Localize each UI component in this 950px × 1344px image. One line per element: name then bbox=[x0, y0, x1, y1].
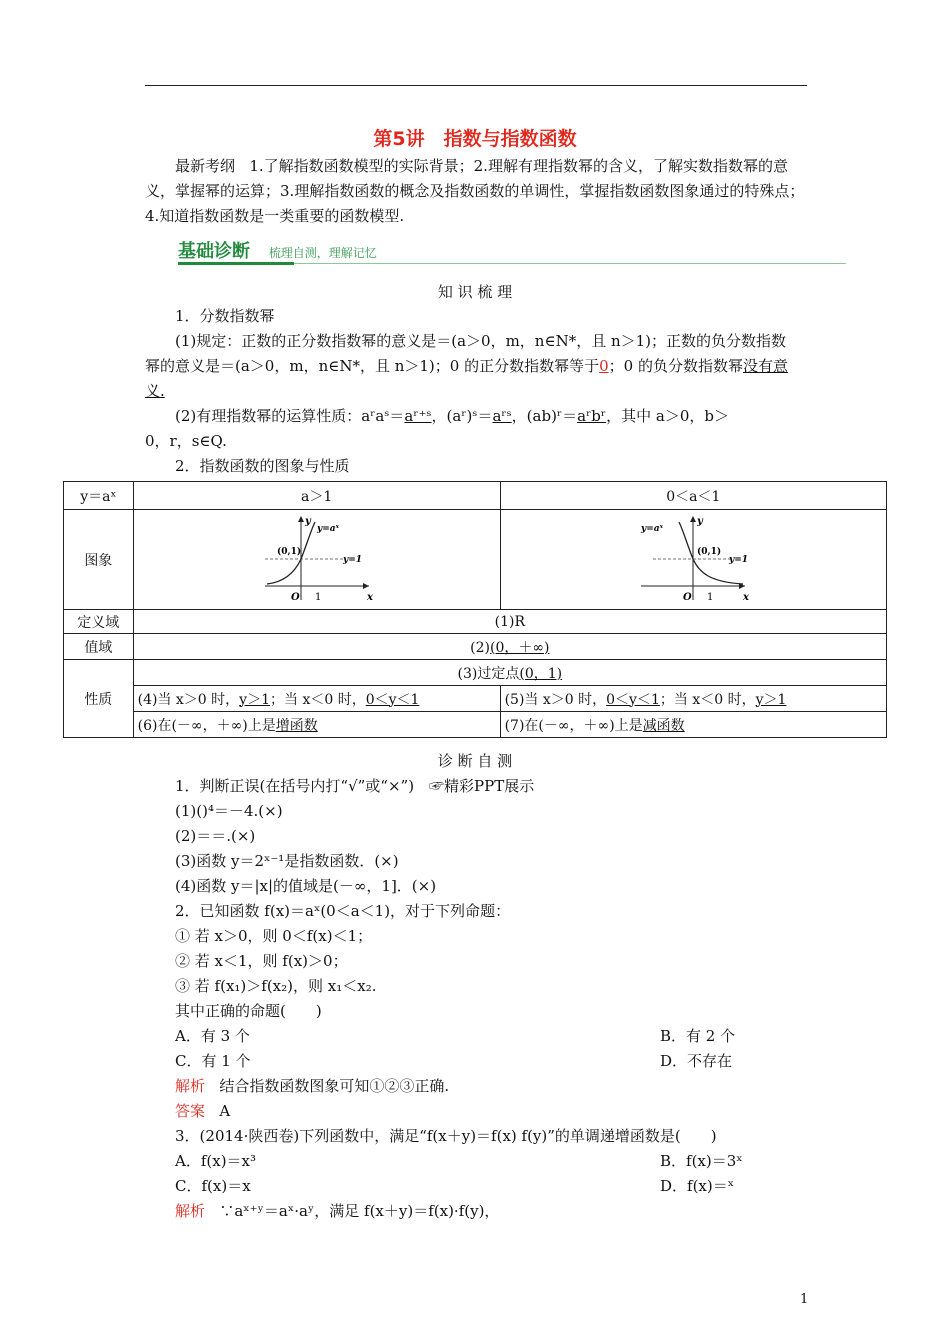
q1-item3: (3)函数 y＝2ˣ⁻¹是指数函数．(×) bbox=[175, 852, 399, 870]
self-test-heading: 诊 断 自 测 bbox=[437, 752, 513, 770]
section-title: 基础诊断 bbox=[178, 241, 250, 262]
section-header bbox=[178, 237, 377, 263]
prop5-a: (5)当 x＞0 时， bbox=[504, 691, 607, 708]
op1-answer: aʳ⁺ˢ bbox=[404, 407, 432, 425]
item1-ops-cont: 0，r，s∈Q. bbox=[145, 432, 227, 450]
item1-heading: 1．分数指数幂 bbox=[175, 307, 275, 325]
prop6-cell bbox=[133, 712, 500, 738]
op3: ，(ab)ʳ＝ bbox=[511, 407, 578, 425]
answer-undefined: 没有意 bbox=[742, 357, 788, 375]
domain-value: (1)R bbox=[133, 610, 886, 634]
range-cell bbox=[133, 634, 886, 660]
q1-item1: (1)()⁴＝－4.(×) bbox=[175, 802, 283, 820]
item1-rule2-text: 幂的意义是＝(a＞0，m，n∈N*，且 n＞1)；0 的正分数指数幂等于 bbox=[145, 357, 600, 375]
knowledge-heading: 知 识 梳 理 bbox=[437, 283, 513, 301]
q2-item3: ③ 若 f(x₁)＞f(x₂)，则 x₁＜x₂. bbox=[175, 977, 377, 995]
range-prefix: (2) bbox=[470, 639, 490, 656]
fixed-prefix: (3)过定点 bbox=[457, 665, 520, 682]
item1-ops-line bbox=[175, 405, 729, 426]
op3-answer: aʳbʳ bbox=[577, 407, 607, 425]
tick-one: 1 bbox=[314, 591, 321, 603]
hline-label: y=1 bbox=[342, 554, 362, 565]
table-head-fn: y＝aˣ bbox=[64, 482, 134, 510]
syllabus-label: 最新考纲 bbox=[175, 157, 236, 175]
item1-mid: ；0 的负分数指数幂 bbox=[608, 357, 743, 375]
fixed-point-cell bbox=[133, 660, 886, 686]
fixed-point: (0，1) bbox=[519, 665, 563, 682]
answer-zero: 0 bbox=[599, 357, 609, 375]
section-subtitle: 梳理自测，理解记忆 bbox=[268, 246, 377, 260]
prop6-a: (6)在(－∞，＋∞)上是 bbox=[137, 717, 276, 734]
graph-increasing bbox=[257, 512, 377, 604]
point-label: (0,1) bbox=[276, 546, 301, 557]
prop4-a: (4)当 x＞0 时， bbox=[137, 691, 240, 708]
origin-label: O bbox=[683, 591, 693, 603]
page-title: 第5讲 指数与指数函数 bbox=[373, 128, 577, 150]
x-label: x bbox=[366, 591, 373, 603]
row-label-properties: 性质 bbox=[64, 660, 134, 738]
q1-item4: (4)函数 y＝|x|的值域是(－∞，1]．(×) bbox=[175, 877, 437, 895]
prop7-cell bbox=[500, 712, 886, 738]
op2-answer: aʳˢ bbox=[492, 407, 512, 425]
prop7-b: 减函数 bbox=[642, 717, 685, 734]
graph-cell-increasing bbox=[133, 510, 500, 610]
q2-stem: 2．已知函数 f(x)＝aˣ(0＜a＜1)，对于下列命题： bbox=[175, 902, 511, 920]
op1: aʳaˢ＝ bbox=[361, 407, 405, 425]
x-arrow-icon bbox=[363, 583, 369, 589]
curve-label: y=aˣ bbox=[316, 523, 339, 534]
prop5-b: 0＜y＜1 bbox=[606, 691, 660, 708]
y-arrow-icon bbox=[298, 516, 304, 522]
q2-option-a: A．有 3 个 bbox=[175, 1027, 250, 1045]
q3-option-c: C．f(x)＝x bbox=[175, 1177, 251, 1195]
y-label: y bbox=[697, 515, 704, 527]
syllabus-text: 1.了解指数函数模型的实际背景；2.理解有理指数幂的含义，了解实数指数幂的意义，掌握幂的运算；3.理解指数函数的概念及指数函数的单调性，掌握指数函数图象通过的特殊点；4.知道指数函数是一类重要的函数模型. bbox=[145, 157, 805, 225]
property-table bbox=[63, 481, 887, 738]
x-label: x bbox=[743, 591, 750, 603]
q3-stem: 3．(2014·陕西卷)下列函数中，满足“f(x＋y)＝f(x) f(y)”的单调递增函数是( ) bbox=[175, 1127, 717, 1145]
page-number: 1 bbox=[800, 1292, 809, 1307]
row-label-range: 值域 bbox=[64, 634, 134, 660]
prop7-a: (7)在(－∞，＋∞)上是 bbox=[504, 717, 643, 734]
q2-item2: ② 若 x＜1，则 f(x)＞0； bbox=[175, 952, 348, 970]
hline-label: y=1 bbox=[729, 554, 749, 565]
curve-label: y=aˣ bbox=[641, 523, 664, 534]
section-rule bbox=[178, 262, 294, 265]
q2-analysis bbox=[175, 1075, 449, 1096]
answer-undefined-cont: 义. bbox=[145, 382, 165, 400]
ops-tail: ，其中 a＞0，b＞ bbox=[606, 407, 729, 425]
prop6-b: 增函数 bbox=[275, 717, 318, 734]
q2-option-c: C．有 1 个 bbox=[175, 1052, 251, 1070]
y-arrow-icon bbox=[690, 516, 696, 522]
q1-stem: 1．判断正误(在括号内打“√”或“×”) ☞精彩PPT展示 bbox=[175, 777, 535, 795]
item1-rule2-line bbox=[145, 355, 788, 376]
prop5-d: y＞1 bbox=[755, 691, 787, 708]
row-label-domain: 定义域 bbox=[64, 610, 134, 634]
graph-cell-decreasing bbox=[500, 510, 886, 610]
point-label: (0,1) bbox=[697, 546, 722, 557]
q3-option-b: B．f(x)＝3ˣ bbox=[660, 1152, 743, 1170]
origin-label: O bbox=[290, 591, 300, 603]
answer-label: 答案 bbox=[175, 1102, 206, 1120]
prop5-c: ；当 x＜0 时， bbox=[659, 691, 756, 708]
syllabus bbox=[145, 154, 807, 229]
y-label: y bbox=[304, 515, 311, 527]
row-label-graph: 图象 bbox=[64, 510, 134, 610]
table-head-a-lt-1: 0＜a＜1 bbox=[500, 482, 886, 510]
ops-intro: (2)有理指数幂的运算性质： bbox=[175, 407, 362, 425]
prop4-d: 0＜y＜1 bbox=[365, 691, 420, 708]
q2-option-b: B．有 2 个 bbox=[660, 1027, 736, 1045]
section-rule-thin bbox=[294, 263, 846, 264]
tick-one: 1 bbox=[707, 591, 714, 603]
op2: ，(aʳ)ˢ＝ bbox=[431, 407, 493, 425]
prop5-cell bbox=[500, 686, 886, 712]
prop4-cell bbox=[133, 686, 500, 712]
q2-question: 其中正确的命题( ) bbox=[175, 1002, 322, 1020]
prop4-b: y＞1 bbox=[239, 691, 270, 708]
graph-decreasing bbox=[633, 512, 753, 604]
analysis-label: 解析 bbox=[175, 1202, 206, 1220]
item2-heading: 2．指数函数的图象与性质 bbox=[175, 457, 350, 475]
q1-item2: (2)＝＝.(×) bbox=[175, 827, 256, 845]
range-value: (0，＋∞) bbox=[489, 639, 550, 656]
q2-analysis-text: 结合指数函数图象可知①②③正确. bbox=[219, 1077, 450, 1095]
q3-analysis bbox=[175, 1200, 499, 1221]
analysis-label: 解析 bbox=[175, 1077, 206, 1095]
q2-option-d: D．不存在 bbox=[660, 1052, 733, 1070]
q2-answer bbox=[175, 1100, 230, 1121]
q3-option-d: D．f(x)＝ˣ bbox=[660, 1177, 735, 1195]
q2-item1: ① 若 x＞0，则 0＜f(x)＜1； bbox=[175, 927, 373, 945]
q3-analysis-text: ∵aˣ⁺ʸ＝aˣ·aʸ，满足 f(x＋y)＝f(x)·f(y)， bbox=[219, 1202, 500, 1220]
table-head-a-gt-1: a＞1 bbox=[133, 482, 500, 510]
top-rule bbox=[145, 85, 807, 86]
prop4-c: ；当 x＜0 时， bbox=[270, 691, 366, 708]
q2-answer-text: A bbox=[219, 1102, 231, 1120]
q3-option-a: A．f(x)＝x³ bbox=[175, 1152, 257, 1170]
item1-rule1-line: (1)规定：正数的正分数指数幂的意义是＝(a＞0，m，n∈N*，且 n＞1)；正数的负分数指数 bbox=[175, 332, 787, 350]
